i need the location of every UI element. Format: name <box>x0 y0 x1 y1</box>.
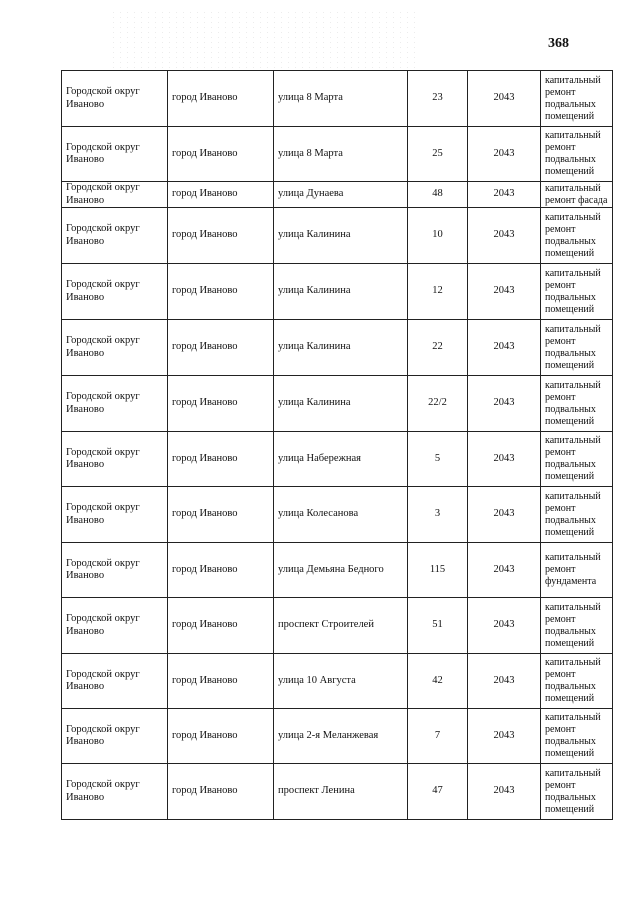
repair-schedule-table <box>61 70 613 820</box>
year-cell: 2043 <box>468 709 541 764</box>
table-row <box>62 208 613 264</box>
city-cell: город Иваново <box>168 598 274 654</box>
year-cell: 2043 <box>468 127 541 182</box>
house-number-cell: 12 <box>408 264 468 320</box>
street-cell: улица Калинина <box>274 376 408 432</box>
house-number-cell: 51 <box>408 598 468 654</box>
district-cell: Городской округ Иваново <box>62 127 168 182</box>
year-cell: 2043 <box>468 71 541 127</box>
work-type-cell: капитальный ремонт фасада <box>541 182 613 208</box>
district-cell: Городской округ Иваново <box>62 264 168 320</box>
table-row <box>62 376 613 432</box>
city-cell: город Иваново <box>168 487 274 543</box>
street-cell: проспект Строителей <box>274 598 408 654</box>
street-cell: улица Колесанова <box>274 487 408 543</box>
city-cell: город Иваново <box>168 208 274 264</box>
district-cell: Городской округ Иваново <box>62 709 168 764</box>
table-row <box>62 71 613 127</box>
year-cell: 2043 <box>468 764 541 820</box>
house-number-cell: 48 <box>408 182 468 208</box>
work-type-cell: капитальный ремонт подвальных помещений <box>541 208 613 264</box>
street-cell: улица 8 Марта <box>274 71 408 127</box>
table-row <box>62 709 613 764</box>
city-cell: город Иваново <box>168 376 274 432</box>
year-cell: 2043 <box>468 264 541 320</box>
house-number-cell: 22 <box>408 320 468 376</box>
city-cell: город Иваново <box>168 264 274 320</box>
year-cell: 2043 <box>468 654 541 709</box>
street-cell: проспект Ленина <box>274 764 408 820</box>
city-cell: город Иваново <box>168 709 274 764</box>
year-cell: 2043 <box>468 182 541 208</box>
city-cell: город Иваново <box>168 432 274 487</box>
district-cell: Городской округ Иваново <box>62 487 168 543</box>
work-type-cell: капитальный ремонт подвальных помещений <box>541 487 613 543</box>
work-type-cell: капитальный ремонт фундамента <box>541 543 613 598</box>
table-row <box>62 654 613 709</box>
work-type-cell: капитальный ремонт подвальных помещений <box>541 320 613 376</box>
city-cell: город Иваново <box>168 127 274 182</box>
house-number-cell: 115 <box>408 543 468 598</box>
work-type-cell: капитальный ремонт подвальных помещений <box>541 709 613 764</box>
street-cell: улица 8 Марта <box>274 127 408 182</box>
street-cell: улица Калинина <box>274 320 408 376</box>
street-cell: улица 10 Августа <box>274 654 408 709</box>
year-cell: 2043 <box>468 320 541 376</box>
city-cell: город Иваново <box>168 182 274 208</box>
house-number-cell: 5 <box>408 432 468 487</box>
district-cell: Городской округ Иваново <box>62 654 168 709</box>
work-type-cell: капитальный ремонт подвальных помещений <box>541 598 613 654</box>
page-number: 368 <box>548 36 569 51</box>
year-cell: 2043 <box>468 432 541 487</box>
table-row <box>62 487 613 543</box>
work-type-cell: капитальный ремонт подвальных помещений <box>541 432 613 487</box>
year-cell: 2043 <box>468 598 541 654</box>
work-type-cell: капитальный ремонт подвальных помещений <box>541 764 613 820</box>
street-cell: улица Калинина <box>274 264 408 320</box>
year-cell: 2043 <box>468 487 541 543</box>
house-number-cell: 42 <box>408 654 468 709</box>
city-cell: город Иваново <box>168 71 274 127</box>
city-cell: город Иваново <box>168 320 274 376</box>
street-cell: улица Дунаева <box>274 182 408 208</box>
district-cell: Городской округ Иваново <box>62 71 168 127</box>
table-row <box>62 264 613 320</box>
year-cell: 2043 <box>468 376 541 432</box>
house-number-cell: 3 <box>408 487 468 543</box>
table-row <box>62 320 613 376</box>
street-cell: улица Калинина <box>274 208 408 264</box>
work-type-cell: капитальный ремонт подвальных помещений <box>541 71 613 127</box>
district-cell: Городской округ Иваново <box>62 764 168 820</box>
city-cell: город Иваново <box>168 764 274 820</box>
district-cell: Городской округ Иваново <box>62 208 168 264</box>
district-cell: Городской округ Иваново <box>62 320 168 376</box>
work-type-cell: капитальный ремонт подвальных помещений <box>541 376 613 432</box>
street-cell: улица 2-я Меланжевая <box>274 709 408 764</box>
year-cell: 2043 <box>468 208 541 264</box>
house-number-cell: 10 <box>408 208 468 264</box>
work-type-cell: капитальный ремонт подвальных помещений <box>541 127 613 182</box>
street-cell: улица Набережная <box>274 432 408 487</box>
street-cell: улица Демьяна Бедного <box>274 543 408 598</box>
table-row <box>62 764 613 820</box>
district-cell: Городской округ Иваново <box>62 182 168 208</box>
table-row <box>62 432 613 487</box>
district-cell: Городской округ Иваново <box>62 432 168 487</box>
house-number-cell: 22/2 <box>408 376 468 432</box>
table-row <box>62 182 613 208</box>
district-cell: Городской округ Иваново <box>62 543 168 598</box>
house-number-cell: 7 <box>408 709 468 764</box>
table-row <box>62 127 613 182</box>
city-cell: город Иваново <box>168 543 274 598</box>
house-number-cell: 47 <box>408 764 468 820</box>
table-row <box>62 598 613 654</box>
scan-noise <box>110 10 420 70</box>
year-cell: 2043 <box>468 543 541 598</box>
city-cell: город Иваново <box>168 654 274 709</box>
house-number-cell: 25 <box>408 127 468 182</box>
work-type-cell: капитальный ремонт подвальных помещений <box>541 264 613 320</box>
work-type-cell: капитальный ремонт подвальных помещений <box>541 654 613 709</box>
table-row <box>62 543 613 598</box>
house-number-cell: 23 <box>408 71 468 127</box>
district-cell: Городской округ Иваново <box>62 598 168 654</box>
district-cell: Городской округ Иваново <box>62 376 168 432</box>
